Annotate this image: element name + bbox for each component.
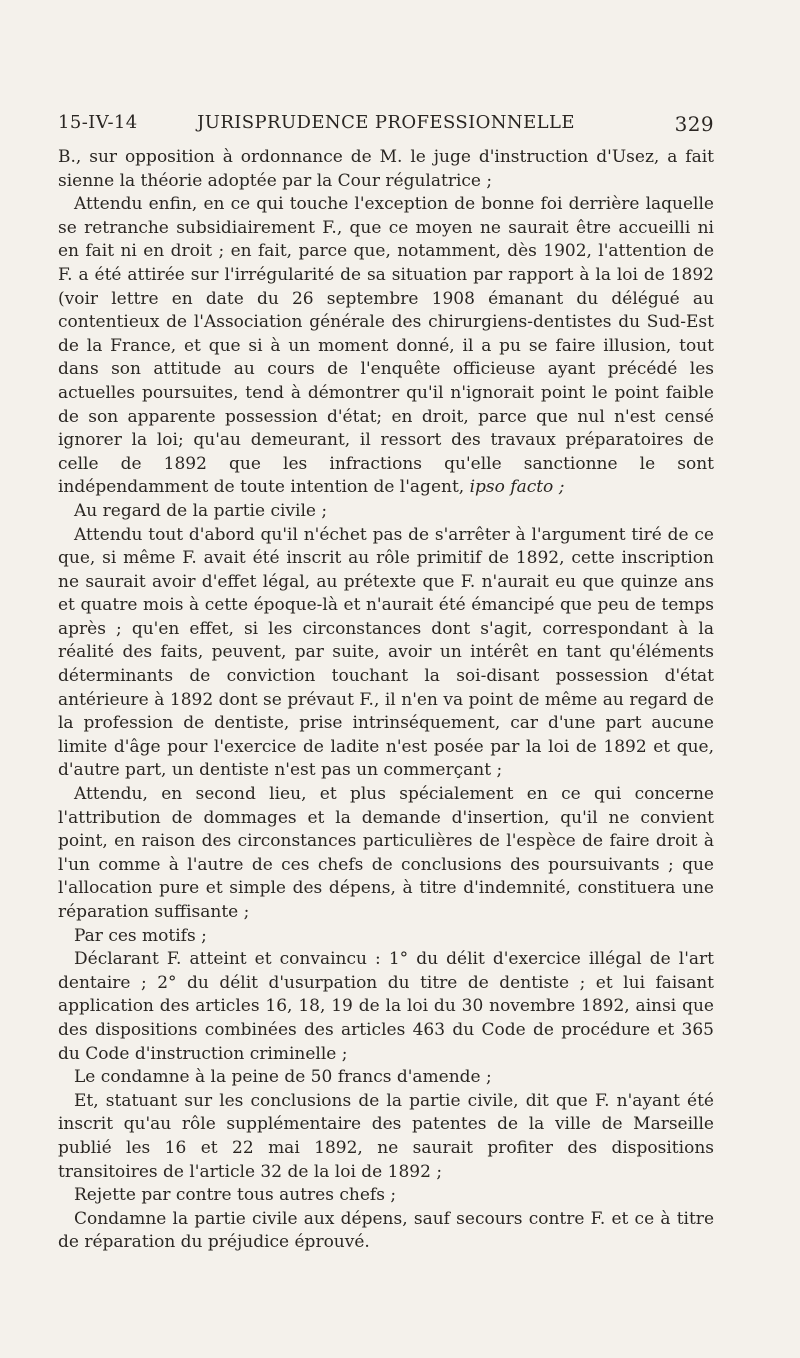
paragraph: Et, statuant sur les conclusions de la partie civile, dit que F. n'ayant été inscrit qu'au rôle supplémentaire des patentes de la ville de Marseille publié les 16 et 22 mai 1892, ne saurait profiter des dispositions transitoires de l'article 32 de la loi de 1892 ; [58,1090,714,1182]
paragraph: Déclarant F. atteint et convaincu : 1° du délit d'exercice illégal de l'art dentaire ; 2° du délit d'usurpation du titre de dentiste ; et lui faisant application des articles 16, 18, 19 de la loi du 30 novembre 1892, ainsi que des dispositions combinées des articles 463 du Code de procédure et 365 du Code d'instruction criminelle ; [58,949,714,1064]
paragraph: B., sur opposition à ordonnance de M. le juge d'instruction d'Usez, a fait sienne la théorie adoptée par la Cour régulatrice ; [58,147,714,191]
paragraph: Au regard de la partie civile ; [74,500,328,521]
header-title: JURISPRUDENCE PROFESSIONNELLE [197,112,575,133]
running-header [58,112,714,142]
paragraph-text: Attendu enfin, en ce qui touche l'exception de bonne foi derrière laquelle se retranche subsidiairement F., que ce moyen ne saurait être accueilli ni en fait ni en droit ; en fait, parce que, notamment, dès 1902, l'attention de F. a été attirée sur l'irrégularité de sa situation par rapport à la loi de 1892 (voir lettre en date du 26 septembre 1908 émanant du délégué au contentieux de l'Association générale des chirurgiens-dentistes du Sud-Est de la France, et que si à un moment donné, il a pu se faire illusion, tout dans son attitude au cours de l'enquête officieuse ayant précédé les actuelles poursuites, tend à démontrer qu'il n'ignorait point le point faible de son apparente possession d'état; en droit, parce que nul n'est censé ignorer la loi; qu'au demeurant, il ressort des travaux préparatoires de celle de 1892 que les infractions qu'elle sanctionne le sont indépendamment de toute intention de l'agent, [58,194,714,498]
paragraph: Rejette par contre tous autres chefs ; [74,1185,397,1206]
header-date: 15-IV-14 [58,112,138,133]
page-number: 329 [674,112,714,136]
paragraph: Le condamne à la peine de 50 francs d'amende ; [74,1067,492,1088]
paragraph: Attendu, en second lieu, et plus spécialement en ce qui concerne l'attribution de dommages et la demande d'insertion, qu'il ne convient point, en raison des circonstances particulières de l'espèce de faire droit à l'un comme à l'autre de ces chefs de conclusions des poursuivants ; que l'allocation pure et simple des dépens, à titre d'indemnité, constituera une réparation suffisante ; [58,784,714,922]
paragraph [58,193,714,500]
paragraph: Attendu tout d'abord qu'il n'échet pas de s'arrêter à l'argument tiré de ce que, si même F. avait été inscrit au rôle primitif de 1892, cette inscription ne saurait avoir d'effet légal, au prétexte que F. n'aurait eu que quinze ans et quatre mois à cette époque-là et n'aurait été émancipé que peu de temps après ; qu'en effet, si les circonstances dont s'agit, correspondant à la réalité des faits, peuvent, par suite, avoir un intérêt en tant qu'éléments déterminants de conviction touchant la soi-disant possession d'état antérieure à 1892 dont se prévaut F., il n'en va point de même au regard de la profession de dentiste, prise intrinséquement, car d'une part aucune limite d'âge pour l'exercice de ladite n'est posée par la loi de 1892 et que, d'autre part, un dentiste n'est pas un commerçant ; [58,524,714,781]
italic-phrase: ipso facto ; [469,477,565,498]
paragraph: Par ces motifs ; [74,925,207,946]
paragraph: Condamne la partie civile aux dépens, sauf secours contre F. et ce à titre de réparation du préjudice éprouvé. [58,1208,714,1253]
body-text [58,146,714,1255]
